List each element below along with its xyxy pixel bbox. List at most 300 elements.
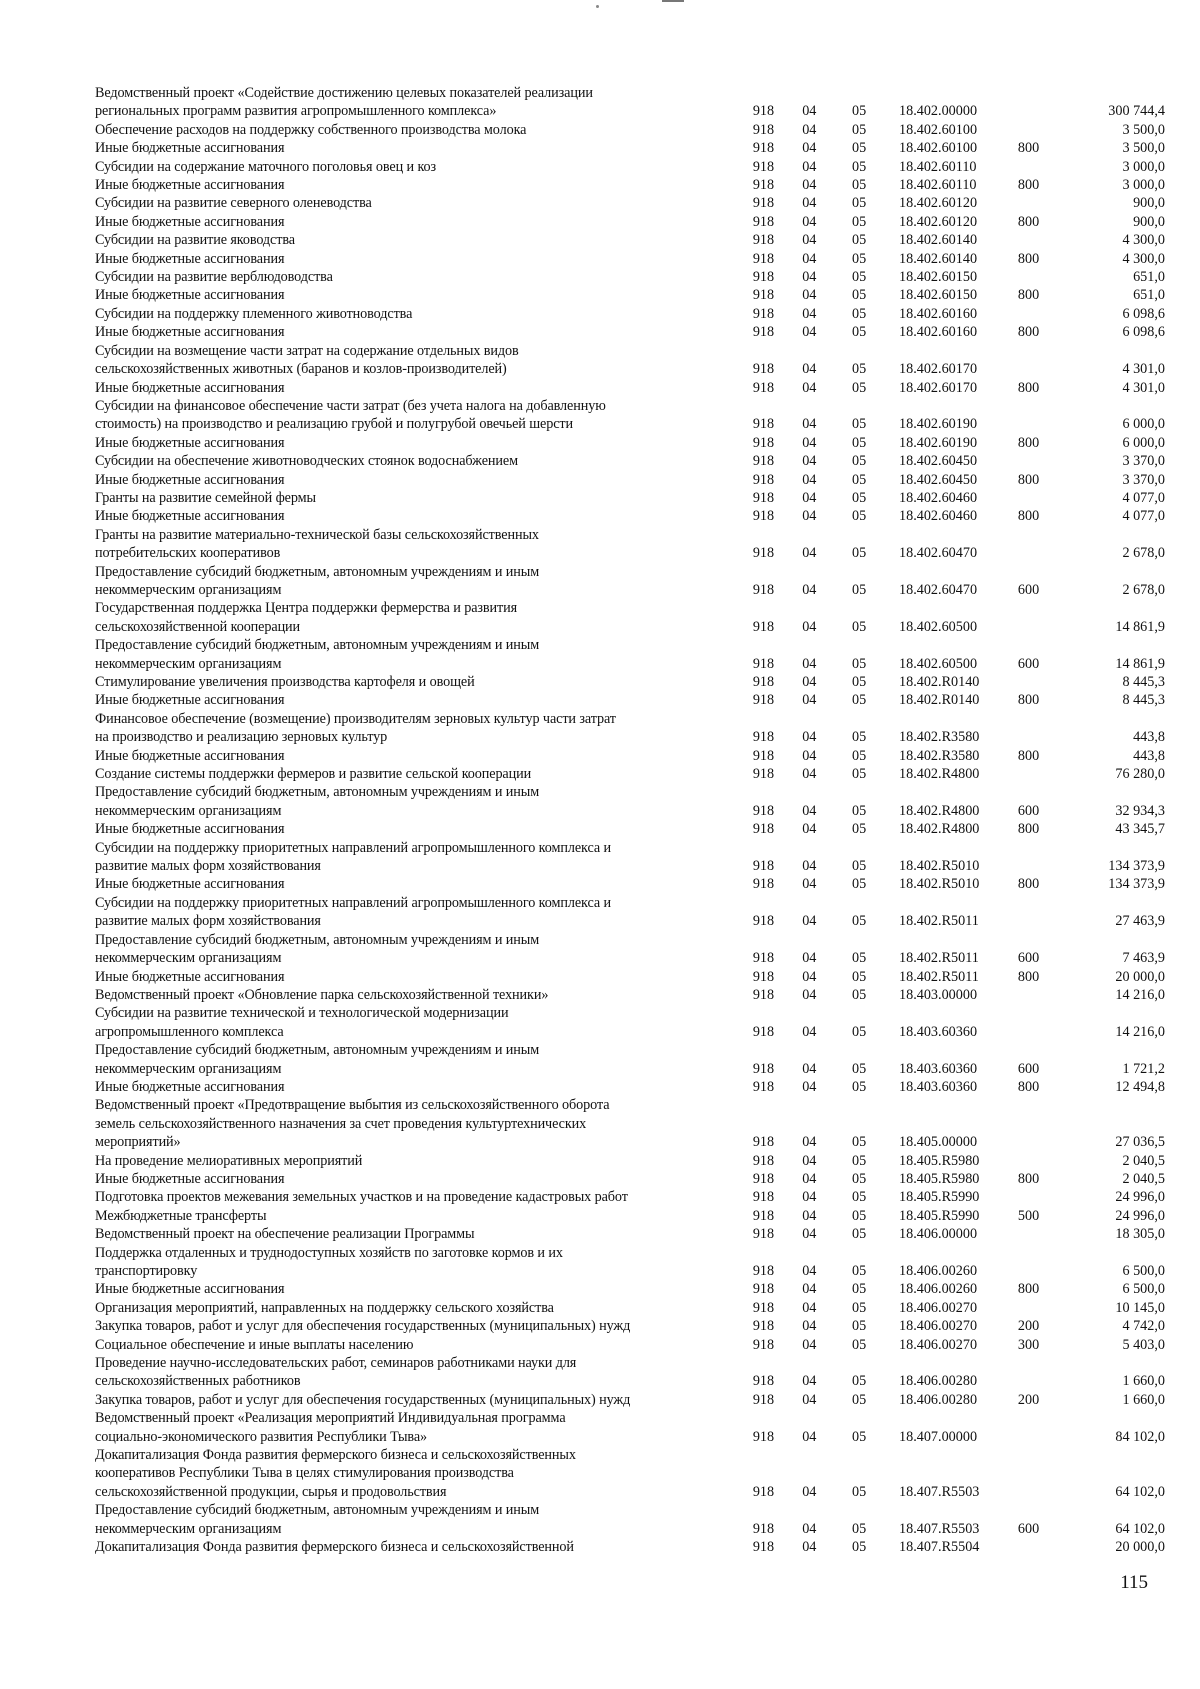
row-section-code: 04	[802, 1189, 817, 1206]
row-subsection-code: 05	[852, 508, 867, 525]
row-grbs-code: 918	[752, 1023, 775, 1040]
table-row	[95, 783, 1165, 820]
row-amount: 3 370,0	[1122, 453, 1165, 470]
row-section-code: 04	[802, 361, 817, 378]
row-grbs-code: 918	[752, 232, 775, 249]
row-target-article: 18.406.00270	[899, 1318, 978, 1335]
row-name: Иные бюджетные ассигнования	[95, 140, 285, 157]
row-expense-type: 800	[1017, 1281, 1040, 1298]
row-subsection-code: 05	[852, 1078, 867, 1095]
row-target-article: 18.407.00000	[899, 1428, 978, 1445]
table-row	[95, 1409, 1165, 1446]
row-section-code: 04	[802, 674, 817, 690]
table-row	[95, 1170, 1165, 1188]
row-subsection-code: 05	[852, 269, 867, 286]
row-grbs-code: 918	[752, 1483, 775, 1500]
table-row	[95, 1354, 1165, 1391]
row-grbs-code: 918	[752, 121, 775, 138]
row-subsection-code: 05	[852, 121, 867, 138]
row-subsection-code: 05	[852, 453, 867, 470]
table-row	[95, 1538, 1165, 1556]
row-expense-type: 800	[1017, 140, 1040, 157]
row-subsection-code: 05	[852, 618, 867, 635]
row-expense-type: 800	[1017, 968, 1040, 985]
row-grbs-code: 918	[752, 416, 775, 433]
row-expense-type: 800	[1017, 434, 1040, 451]
row-subsection-code: 05	[852, 1428, 867, 1445]
row-amount: 6 500,0	[1122, 1281, 1165, 1298]
row-subsection-code: 05	[852, 103, 867, 120]
row-grbs-code: 918	[752, 287, 775, 304]
row-subsection-code: 05	[852, 305, 867, 322]
row-amount: 27 036,5	[1115, 1134, 1165, 1151]
row-section-code: 04	[802, 489, 817, 506]
row-grbs-code: 918	[752, 1263, 775, 1279]
row-section-code: 04	[802, 305, 817, 322]
row-target-article: 18.403.60360	[899, 1023, 978, 1040]
row-target-article: 18.405.00000	[899, 1134, 978, 1151]
row-name: Субсидии на поддержку приоритетных направлений агропромышленного комплекса и развитие малых форм хозяйствования	[95, 894, 611, 930]
row-target-article: 18.403.60360	[899, 1078, 978, 1095]
row-grbs-code: 918	[752, 802, 775, 819]
row-name: Предоставление субсидий бюджетным, автономным учреждениям и иным некоммерческим организациям	[95, 1502, 540, 1537]
table-row	[95, 673, 1165, 691]
row-amount: 1 721,2	[1122, 1060, 1165, 1077]
row-section-code: 04	[802, 1263, 817, 1279]
row-section-code: 04	[802, 1299, 817, 1316]
row-name: Межбюджетные трансферты	[95, 1207, 267, 1224]
row-section-code: 04	[802, 1134, 817, 1151]
row-grbs-code: 918	[752, 1189, 775, 1206]
row-name: Предоставление субсидий бюджетным, автономным учреждениям и иным некоммерческим организациям	[95, 563, 540, 598]
table-row	[95, 820, 1165, 838]
row-grbs-code: 918	[752, 305, 775, 322]
table-row	[95, 710, 1165, 747]
row-amount: 4 742,0	[1122, 1318, 1165, 1335]
table-row	[95, 121, 1165, 139]
row-target-article: 18.403.00000	[899, 986, 978, 1003]
row-name: Субсидии на содержание маточного поголовья овец и коз	[95, 158, 437, 175]
row-name: Иные бюджетные ассигнования	[95, 821, 285, 838]
row-subsection-code: 05	[852, 1318, 867, 1335]
row-subsection-code: 05	[852, 434, 867, 451]
row-amount: 651,0	[1133, 287, 1165, 304]
row-amount: 64 102,0	[1115, 1520, 1165, 1537]
table-row	[95, 599, 1165, 636]
table-row	[95, 1336, 1165, 1354]
row-subsection-code: 05	[852, 950, 867, 967]
row-grbs-code: 918	[752, 177, 775, 194]
row-grbs-code: 918	[752, 1207, 775, 1224]
row-target-article: 18.402.R5011	[899, 913, 979, 930]
scan-artifact	[662, 0, 684, 2]
row-name: Иные бюджетные ассигнования	[95, 1281, 285, 1298]
row-name: Создание системы поддержки фермеров и развитие сельской кооперации	[95, 766, 532, 783]
row-amount: 14 861,9	[1115, 618, 1165, 635]
table-row	[95, 489, 1165, 507]
row-expense-type: 600	[1017, 655, 1040, 672]
table-row	[95, 875, 1165, 893]
row-section-code: 04	[802, 213, 817, 230]
row-subsection-code: 05	[852, 1189, 867, 1206]
row-target-article: 18.402.60190	[899, 434, 978, 451]
row-name: Субсидии на развитие северного оленеводства	[95, 195, 372, 212]
row-subsection-code: 05	[852, 802, 867, 819]
row-target-article: 18.402.60170	[899, 361, 978, 378]
row-section-code: 04	[802, 453, 817, 470]
row-target-article: 18.402.R5011	[899, 968, 979, 985]
row-section-code: 04	[802, 968, 817, 985]
row-section-code: 04	[802, 802, 817, 819]
table-row	[95, 194, 1165, 212]
row-grbs-code: 918	[752, 1318, 775, 1335]
row-subsection-code: 05	[852, 250, 867, 267]
row-name: Докапитализация Фонда развития фермерского бизнеса и сельскохозяйственных кооперативов Республики Тыва в целях стимулирования производства сельскохозяйственной продукции, сырья и продовольствия	[95, 1447, 576, 1500]
table-row	[95, 931, 1165, 968]
row-expense-type: 800	[1017, 692, 1040, 709]
row-section-code: 04	[802, 950, 817, 967]
table-row	[95, 434, 1165, 452]
table-row	[95, 747, 1165, 765]
row-name: Гранты на развитие семейной фермы	[95, 489, 316, 506]
table-row	[95, 250, 1165, 268]
row-target-article: 18.402.R4800	[899, 821, 980, 838]
row-expense-type: 600	[1017, 950, 1040, 967]
row-amount: 20 000,0	[1115, 1539, 1165, 1556]
row-expense-type: 800	[1017, 287, 1040, 304]
row-grbs-code: 918	[752, 1281, 775, 1298]
row-amount: 6 000,0	[1122, 434, 1165, 451]
row-section-code: 04	[802, 1336, 817, 1353]
table-row	[95, 1004, 1165, 1041]
row-target-article: 18.402.60120	[899, 213, 978, 230]
row-subsection-code: 05	[852, 1336, 867, 1353]
row-grbs-code: 918	[752, 158, 775, 175]
row-expense-type: 600	[1017, 581, 1040, 598]
row-name: Иные бюджетные ассигнования	[95, 1170, 285, 1187]
row-expense-type: 800	[1017, 177, 1040, 194]
row-name: На проведение мелиоративных мероприятий	[95, 1152, 363, 1169]
row-target-article: 18.402.60460	[899, 489, 978, 506]
row-expense-type: 800	[1017, 1078, 1040, 1095]
table-row	[95, 1152, 1165, 1170]
row-amount: 84 102,0	[1115, 1428, 1165, 1445]
row-target-article: 18.402.R3580	[899, 729, 980, 746]
row-name: Субсидии на развитие яководства	[95, 232, 295, 249]
row-expense-type: 800	[1017, 250, 1040, 267]
row-target-article: 18.403.60360	[899, 1060, 978, 1077]
row-grbs-code: 918	[752, 508, 775, 525]
row-amount: 18 305,0	[1115, 1226, 1165, 1243]
row-grbs-code: 918	[752, 1134, 775, 1151]
row-target-article: 18.402.R5010	[899, 876, 980, 893]
row-amount: 651,0	[1133, 269, 1165, 286]
row-grbs-code: 918	[752, 250, 775, 267]
row-name: Подготовка проектов межевания земельных участков и на проведение кадастровых работ	[95, 1189, 628, 1206]
row-amount: 10 145,0	[1115, 1299, 1165, 1316]
row-expense-type: 800	[1017, 876, 1040, 893]
row-amount: 900,0	[1133, 195, 1165, 212]
table-row	[95, 268, 1165, 286]
row-target-article: 18.407.R5503	[899, 1483, 980, 1500]
table-row	[95, 894, 1165, 931]
row-grbs-code: 918	[752, 876, 775, 893]
table-row	[95, 563, 1165, 600]
row-grbs-code: 918	[752, 618, 775, 635]
row-name: Иные бюджетные ассигнования	[95, 1078, 285, 1095]
row-name: Иные бюджетные ассигнования	[95, 692, 285, 709]
table-row	[95, 452, 1165, 470]
row-subsection-code: 05	[852, 858, 867, 875]
row-section-code: 04	[802, 1520, 817, 1537]
row-name: Государственная поддержка Центра поддержки фермерства и развития сельскохозяйственной кооперации	[95, 600, 518, 635]
row-section-code: 04	[802, 766, 817, 783]
row-section-code: 04	[802, 103, 817, 120]
row-target-article: 18.406.00270	[899, 1299, 978, 1316]
row-amount: 2 678,0	[1122, 581, 1165, 598]
table-row	[95, 636, 1165, 673]
row-section-code: 04	[802, 581, 817, 598]
row-amount: 6 098,6	[1122, 305, 1165, 322]
row-target-article: 18.402.60160	[899, 324, 978, 341]
row-amount: 43 345,7	[1115, 821, 1165, 838]
row-section-code: 04	[802, 876, 817, 893]
row-expense-type: 800	[1017, 213, 1040, 230]
row-name: Иные бюджетные ассигнования	[95, 177, 285, 194]
row-name: Субсидии на финансовое обеспечение части затрат (без учета налога на добавленную стоимость) на производство и реализацию грубой и полугрубой овечьей шерсти	[95, 397, 606, 433]
page-number: 115	[1120, 1572, 1148, 1593]
row-subsection-code: 05	[852, 177, 867, 194]
row-target-article: 18.402.R4800	[899, 802, 980, 819]
row-target-article: 18.406.00280	[899, 1391, 978, 1408]
row-name: Проведение научно-исследовательских работ, семинаров работниками науки для сельскохозяйственных работников	[95, 1355, 577, 1390]
row-amount: 8 445,3	[1122, 674, 1165, 690]
row-target-article: 18.402.60140	[899, 250, 978, 267]
row-expense-type: 600	[1017, 1060, 1040, 1077]
row-amount: 4 301,0	[1122, 361, 1165, 378]
row-amount: 20 000,0	[1115, 968, 1165, 985]
row-amount: 32 934,3	[1115, 802, 1165, 819]
row-subsection-code: 05	[852, 1023, 867, 1040]
row-section-code: 04	[802, 1281, 817, 1298]
table-row	[95, 1391, 1165, 1409]
row-grbs-code: 918	[752, 1078, 775, 1095]
table-row	[95, 1207, 1165, 1225]
row-subsection-code: 05	[852, 876, 867, 893]
row-name: Иные бюджетные ассигнования	[95, 968, 285, 985]
row-section-code: 04	[802, 434, 817, 451]
row-section-code: 04	[802, 747, 817, 764]
row-target-article: 18.405.R5980	[899, 1152, 980, 1169]
row-amount: 76 280,0	[1115, 766, 1165, 783]
row-grbs-code: 918	[752, 1539, 775, 1556]
table-row	[95, 1078, 1165, 1096]
table-row	[95, 968, 1165, 986]
row-amount: 134 373,9	[1108, 858, 1165, 875]
row-grbs-code: 918	[752, 545, 775, 562]
row-subsection-code: 05	[852, 1391, 867, 1408]
table-row	[95, 176, 1165, 194]
row-amount: 5 403,0	[1122, 1336, 1165, 1353]
row-subsection-code: 05	[852, 1170, 867, 1187]
row-section-code: 04	[802, 269, 817, 286]
row-grbs-code: 918	[752, 1373, 775, 1390]
table-row	[95, 1188, 1165, 1206]
row-subsection-code: 05	[852, 1539, 867, 1556]
row-target-article: 18.402.R5010	[899, 858, 980, 875]
table-row	[95, 839, 1165, 876]
table-row	[95, 1299, 1165, 1317]
row-name: Ведомственный проект «Содействие достижению целевых показателей реализации региональных программ развития агропромышленного комплекса»	[95, 85, 593, 120]
row-section-code: 04	[802, 121, 817, 138]
row-section-code: 04	[802, 1539, 817, 1556]
row-subsection-code: 05	[852, 913, 867, 930]
row-name: Предоставление субсидий бюджетным, автономным учреждениям и иным некоммерческим организациям	[95, 1042, 540, 1077]
row-target-article: 18.402.R5011	[899, 950, 979, 967]
row-grbs-code: 918	[752, 489, 775, 506]
row-amount: 443,8	[1133, 729, 1165, 746]
row-expense-type: 800	[1017, 379, 1040, 396]
scan-artifact	[596, 5, 599, 8]
row-amount: 900,0	[1133, 213, 1165, 230]
row-subsection-code: 05	[852, 213, 867, 230]
row-subsection-code: 05	[852, 361, 867, 378]
row-subsection-code: 05	[852, 1373, 867, 1390]
row-subsection-code: 05	[852, 1299, 867, 1316]
row-section-code: 04	[802, 1060, 817, 1077]
row-target-article: 18.402.R4800	[899, 766, 980, 783]
row-name: Поддержка отдаленных и труднодоступных хозяйств по заготовке кормов и их транспортировку	[95, 1244, 563, 1279]
row-expense-type: 800	[1017, 1170, 1040, 1187]
row-section-code: 04	[802, 986, 817, 1003]
row-target-article: 18.402.60470	[899, 545, 978, 562]
row-section-code: 04	[802, 508, 817, 525]
row-expense-type: 800	[1017, 324, 1040, 341]
row-name: Иные бюджетные ассигнования	[95, 471, 285, 488]
table-row	[95, 691, 1165, 709]
row-section-code: 04	[802, 250, 817, 267]
row-target-article: 18.402.60140	[899, 232, 978, 249]
row-subsection-code: 05	[852, 379, 867, 396]
row-grbs-code: 918	[752, 140, 775, 157]
row-target-article: 18.402.60500	[899, 618, 978, 635]
row-amount: 14 216,0	[1115, 1023, 1165, 1040]
row-grbs-code: 918	[752, 471, 775, 488]
table-row	[95, 305, 1165, 323]
row-section-code: 04	[802, 1428, 817, 1445]
row-target-article: 18.402.R0140	[899, 674, 980, 690]
table-row	[95, 213, 1165, 231]
row-amount: 4 301,0	[1122, 379, 1165, 396]
table-row	[95, 1225, 1165, 1243]
row-amount: 2 040,5	[1122, 1152, 1165, 1169]
row-grbs-code: 918	[752, 1170, 775, 1187]
row-name: Субсидии на развитие технической и технологической модернизации агропромышленного комплекса	[95, 1005, 509, 1040]
row-name: Иные бюджетные ассигнования	[95, 876, 285, 893]
row-name: Субсидии на поддержку приоритетных направлений агропромышленного комплекса и развитие малых форм хозяйствования	[95, 839, 611, 875]
table-row	[95, 158, 1165, 176]
row-subsection-code: 05	[852, 1483, 867, 1500]
row-grbs-code: 918	[752, 434, 775, 451]
row-grbs-code: 918	[752, 1226, 775, 1243]
row-target-article: 18.402.R3580	[899, 747, 980, 764]
row-amount: 6 098,6	[1122, 324, 1165, 341]
row-subsection-code: 05	[852, 1207, 867, 1224]
row-subsection-code: 05	[852, 471, 867, 488]
row-amount: 27 463,9	[1115, 913, 1165, 930]
row-subsection-code: 05	[852, 195, 867, 212]
row-target-article: 18.402.60500	[899, 655, 978, 672]
row-subsection-code: 05	[852, 1152, 867, 1169]
row-subsection-code: 05	[852, 140, 867, 157]
row-subsection-code: 05	[852, 655, 867, 672]
row-grbs-code: 918	[752, 747, 775, 764]
row-name: Иные бюджетные ассигнования	[95, 508, 285, 525]
row-subsection-code: 05	[852, 986, 867, 1003]
row-subsection-code: 05	[852, 545, 867, 562]
row-grbs-code: 918	[752, 821, 775, 838]
row-section-code: 04	[802, 729, 817, 746]
row-target-article: 18.402.60110	[899, 158, 977, 175]
row-subsection-code: 05	[852, 968, 867, 985]
row-subsection-code: 05	[852, 747, 867, 764]
row-expense-type: 800	[1017, 508, 1040, 525]
row-name: Субсидии на обеспечение животноводческих стоянок водоснабжением	[95, 453, 518, 470]
row-section-code: 04	[802, 379, 817, 396]
row-target-article: 18.406.00270	[899, 1336, 978, 1353]
row-grbs-code: 918	[752, 1060, 775, 1077]
row-subsection-code: 05	[852, 1060, 867, 1077]
row-amount: 3 000,0	[1122, 158, 1165, 175]
row-target-article: 18.402.60100	[899, 140, 978, 157]
table-row	[95, 1041, 1165, 1078]
row-name: Социальное обеспечение и иные выплаты населению	[95, 1336, 414, 1353]
row-name: Субсидии на поддержку племенного животноводства	[95, 305, 413, 322]
row-target-article: 18.407.R5503	[899, 1520, 980, 1537]
row-grbs-code: 918	[752, 968, 775, 985]
row-name: Ведомственный проект «Обновление парка сельскохозяйственной техники»	[95, 986, 549, 1003]
table-row	[95, 507, 1165, 525]
row-expense-type: 800	[1017, 821, 1040, 838]
table-row	[95, 1096, 1165, 1151]
row-grbs-code: 918	[752, 766, 775, 783]
table-row	[95, 286, 1165, 304]
row-target-article: 18.402.60150	[899, 287, 978, 304]
row-subsection-code: 05	[852, 1281, 867, 1298]
row-section-code: 04	[802, 1483, 817, 1500]
row-expense-type: 600	[1017, 1520, 1040, 1537]
row-target-article: 18.406.00280	[899, 1373, 978, 1390]
row-expense-type: 500	[1017, 1207, 1040, 1224]
row-target-article: 18.402.00000	[899, 103, 978, 120]
table-row	[95, 397, 1165, 434]
row-amount: 443,8	[1133, 747, 1165, 764]
row-grbs-code: 918	[752, 1152, 775, 1169]
row-name: Финансовое обеспечение (возмещение) производителям зерновых культур части затрат на производство и реализацию зерновых культур	[95, 710, 616, 746]
row-section-code: 04	[802, 545, 817, 562]
row-grbs-code: 918	[752, 379, 775, 396]
row-amount: 6 000,0	[1122, 416, 1165, 433]
row-target-article: 18.402.60190	[899, 416, 978, 433]
row-target-article: 18.402.60460	[899, 508, 978, 525]
row-section-code: 04	[802, 1391, 817, 1408]
row-amount: 24 996,0	[1115, 1189, 1165, 1206]
row-name: Иные бюджетные ассигнования	[95, 250, 285, 267]
row-section-code: 04	[802, 1226, 817, 1243]
row-name: Субсидии на возмещение части затрат на содержание отдельных видов сельскохозяйственных животных (баранов и козлов-производителей)	[95, 342, 519, 378]
table-row	[95, 986, 1165, 1004]
row-section-code: 04	[802, 692, 817, 709]
